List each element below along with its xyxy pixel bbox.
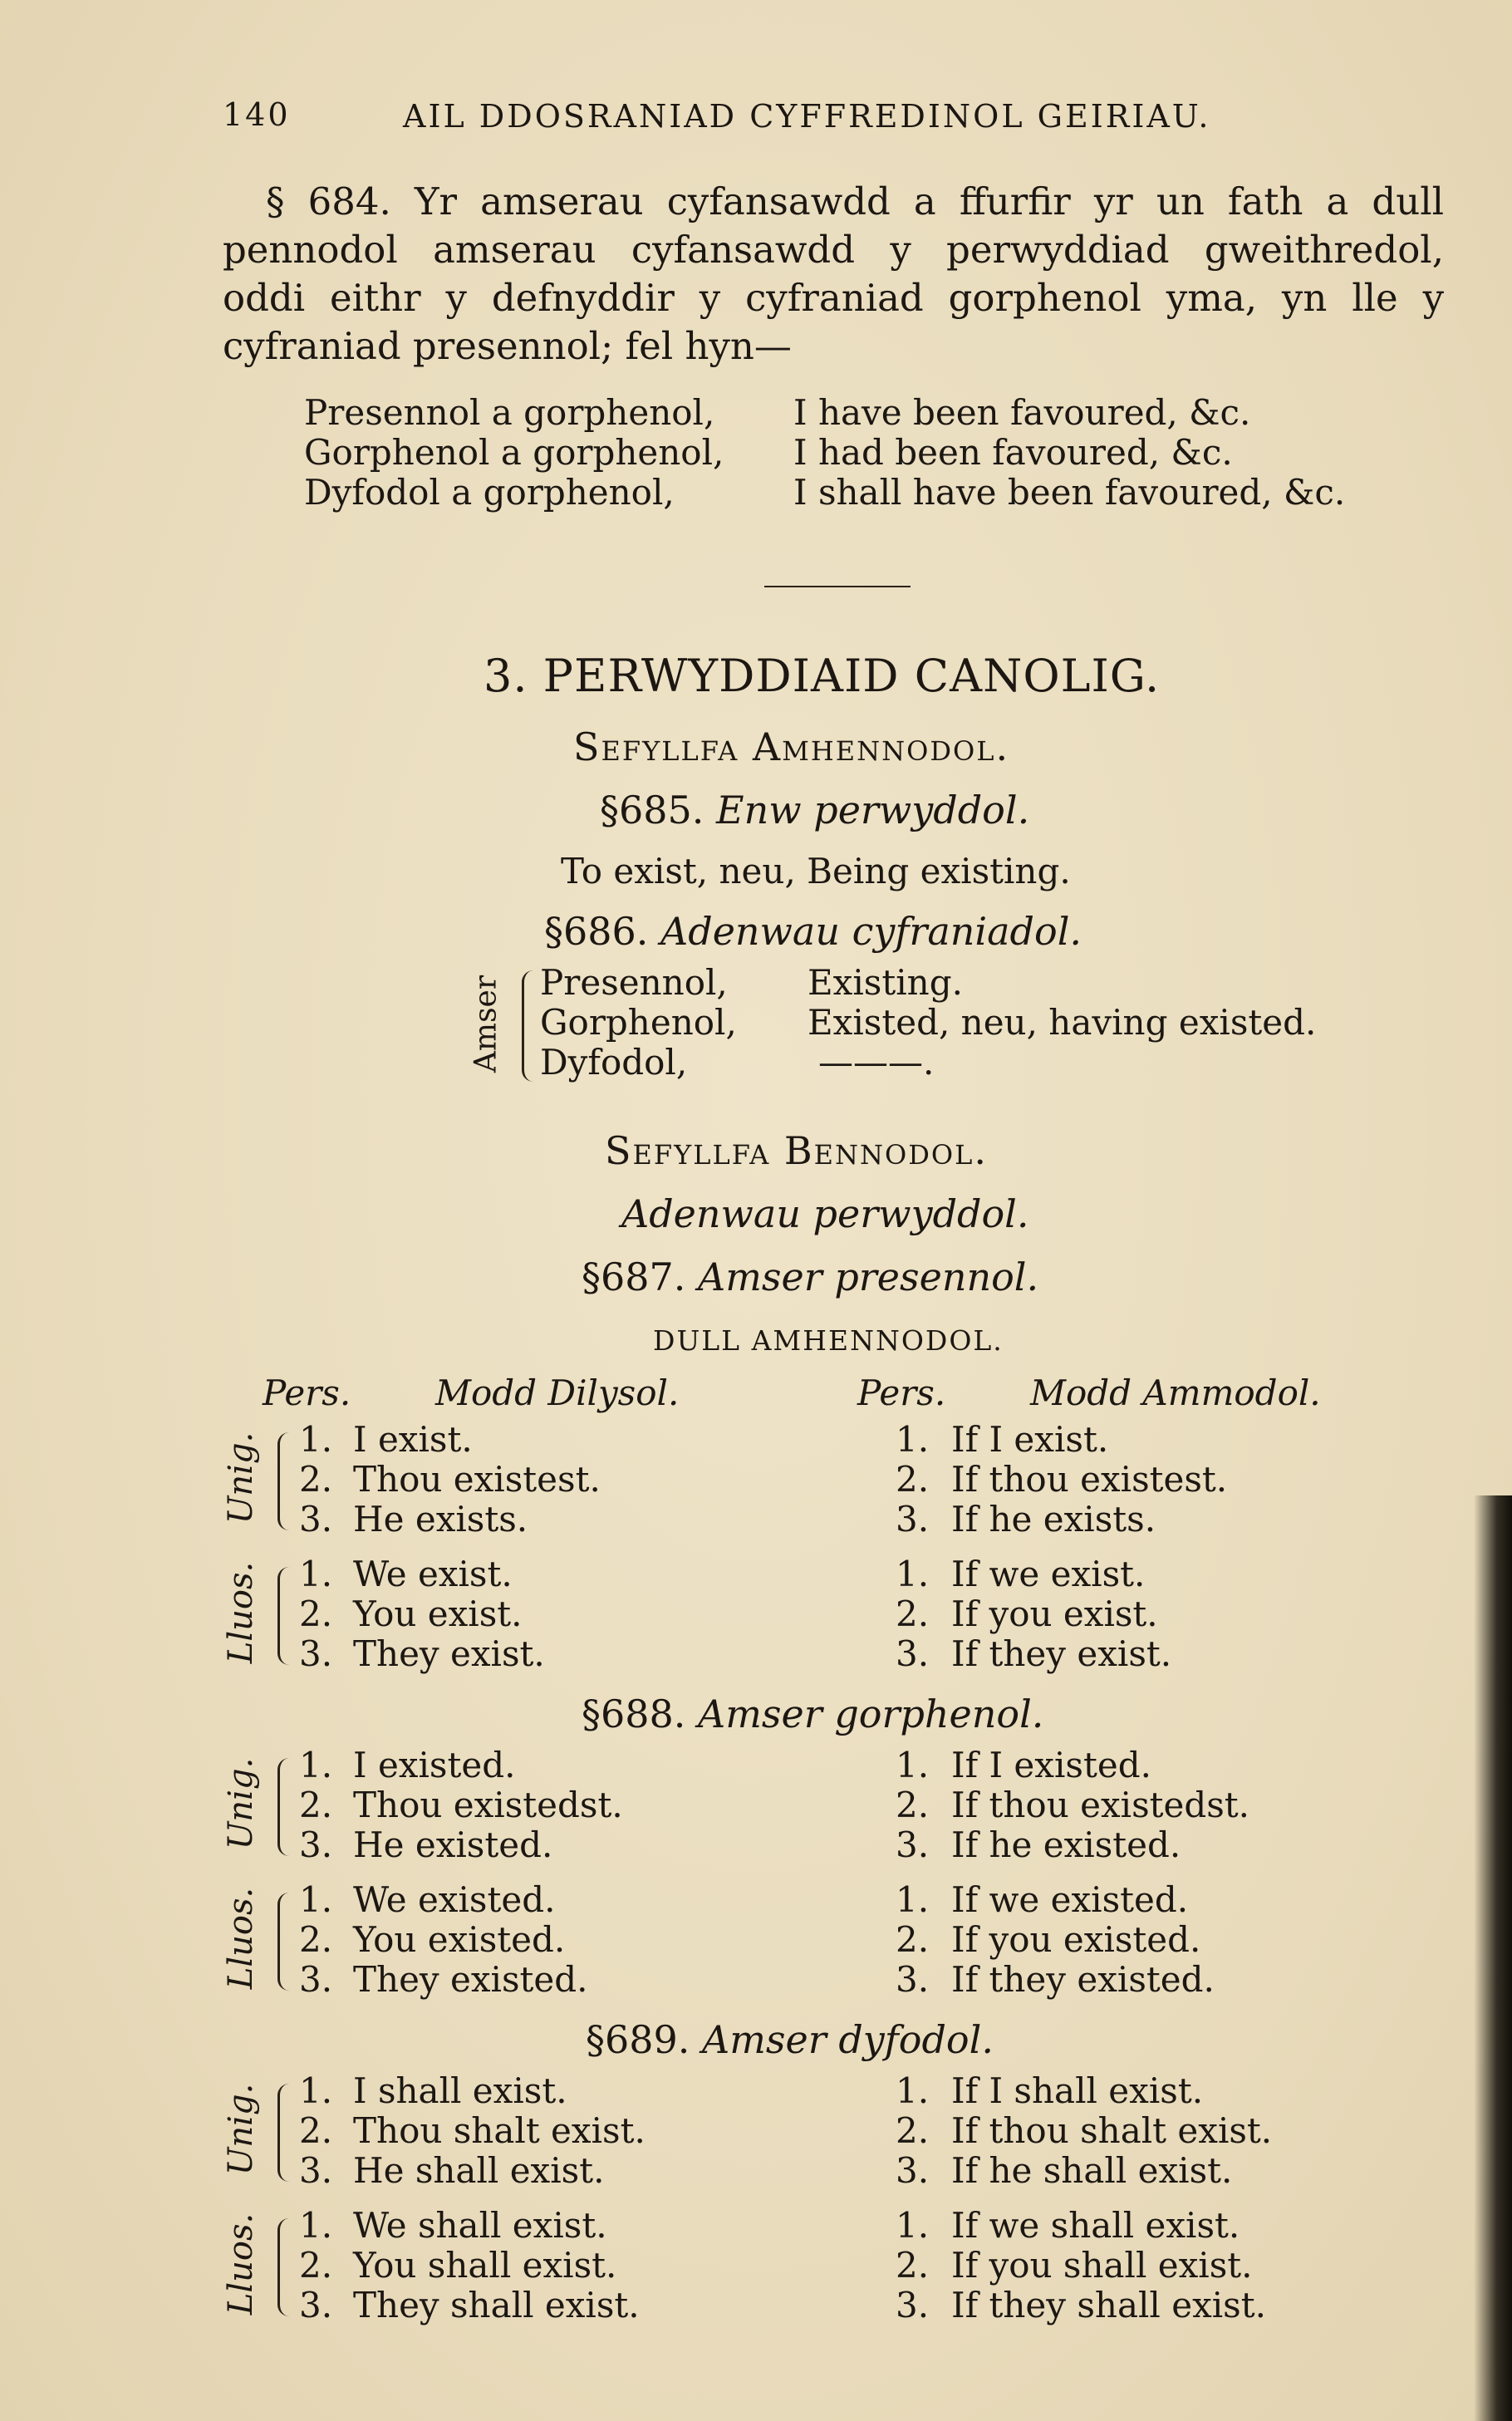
verb-number: 1. — [896, 1554, 930, 1594]
column-indicative: Modd Dilysol. — [435, 1373, 680, 1413]
brace — [277, 1432, 292, 1530]
verb-conditional: If I existed. — [951, 1745, 1151, 1785]
verb-indicative: They shall exist. — [353, 2285, 640, 2325]
verb-number: 2. — [896, 2110, 930, 2151]
verb-conditional: If thou existest. — [951, 1459, 1228, 1500]
tense-welsh: Presennol a gorphenol, — [304, 392, 715, 433]
section-divider — [764, 586, 911, 587]
verb-number: 2. — [896, 1785, 930, 1825]
verb-indicative: They exist. — [353, 1633, 545, 1674]
verb-indicative: Thou existest. — [353, 1459, 601, 1500]
verb-conditional: If we existed. — [951, 1879, 1189, 1920]
section-number: §686. — [544, 909, 649, 954]
verb-conditional: If thou shalt exist. — [951, 2110, 1273, 2151]
participle-form: ———. — [818, 1042, 935, 1083]
section-687-heading — [582, 1255, 1038, 1299]
brace — [277, 2084, 292, 2182]
verb-indicative: I shall exist. — [353, 2070, 567, 2111]
verb-conditional: If you exist. — [951, 1594, 1158, 1634]
participle-form: Existed, neu, having existed. — [808, 1002, 1317, 1043]
running-title: AIL DDOSRANIAD CYFFREDINOL GEIRIAU. — [403, 98, 1211, 135]
section-number: §685. — [600, 788, 704, 832]
verb-number: 2. — [299, 2245, 333, 2286]
verb-number: 2. — [299, 2110, 333, 2151]
section-685-heading — [600, 788, 1029, 832]
section-688-heading — [582, 1692, 1043, 1736]
brace — [277, 1758, 292, 1856]
verb-number: 1. — [299, 1419, 333, 1460]
verb-indicative: You existed. — [353, 1919, 566, 1960]
verb-conditional: If I exist. — [951, 1419, 1109, 1460]
verb-number: 2. — [299, 1919, 333, 1960]
verb-number: 3. — [299, 1824, 333, 1865]
participle-tense: Presennol, — [540, 962, 728, 1003]
verb-conditional: If he existed. — [951, 1824, 1181, 1865]
column-pers-right: Pers. — [857, 1373, 946, 1413]
tense-welsh: Dyfodol a gorphenol, — [304, 472, 675, 513]
verb-number: 1. — [299, 1879, 333, 1920]
verb-indicative: I existed. — [353, 1745, 516, 1785]
section-685-text: To exist, neu, Being existing. — [561, 851, 1071, 891]
verb-indicative: He existed. — [353, 1824, 553, 1865]
subsection-title: Sefyllfa Amhennodol. — [573, 724, 1010, 769]
verb-number: 3. — [299, 1959, 333, 2000]
verb-number: 2. — [896, 1919, 930, 1960]
brace — [522, 970, 536, 1082]
mood-label: DULL AMHENNODOL. — [653, 1324, 1004, 1357]
verb-number: 2. — [299, 1459, 333, 1500]
verb-conditional: If I shall exist. — [951, 2070, 1204, 2111]
section-title: 3. PERWYDDIAID CANOLIG. — [484, 650, 1161, 702]
verb-number: 3. — [896, 1633, 930, 1674]
lluos-label: Lluos. — [222, 1561, 260, 1664]
verb-indicative: We shall exist. — [353, 2205, 607, 2246]
verb-number: 1. — [299, 2070, 333, 2111]
verb-conditional: If he shall exist. — [951, 2150, 1233, 2191]
verb-number: 1. — [896, 1419, 930, 1460]
verb-conditional: If we exist. — [951, 1554, 1146, 1594]
paragraph-684 — [223, 178, 1444, 371]
tense-english: I have been favoured, &c. — [793, 392, 1251, 433]
paragraph-line: § 684. Yr amserau cyfansawdd a ffurfir yr un fath a dull — [266, 179, 1444, 223]
verb-indicative: Thou existedst. — [353, 1785, 623, 1825]
column-pers-left: Pers. — [263, 1373, 351, 1413]
verb-number: 1. — [299, 2205, 333, 2246]
section-number: §688. — [582, 1692, 686, 1736]
verb-indicative: Thou shalt exist. — [353, 2110, 646, 2151]
section-689-heading — [586, 2017, 994, 2062]
brace — [277, 1567, 292, 1665]
unig-label: Unig. — [222, 1757, 260, 1850]
verb-indicative: We exist. — [353, 1554, 513, 1594]
verb-number: 3. — [299, 1633, 333, 1674]
paragraph-line: cyfraniad presennol; fel hyn— — [223, 324, 792, 368]
participle-form: Existing. — [808, 962, 963, 1003]
verb-number: 3. — [896, 2285, 930, 2325]
verb-number: 1. — [896, 2070, 930, 2111]
verb-number: 1. — [896, 1745, 930, 1785]
lluos-label: Lluos. — [222, 1887, 260, 1990]
unig-label: Unig. — [222, 2083, 260, 2176]
participle-tense: Gorphenol, — [540, 1002, 737, 1043]
paragraph-line: pennodol amserau cyfansawdd y perwyddiad gweithredol, — [223, 228, 1444, 272]
verb-number: 3. — [299, 2285, 333, 2325]
verb-number: 2. — [896, 1459, 930, 1500]
page-edge-shadow — [1474, 1495, 1512, 2421]
verb-number: 2. — [299, 1594, 333, 1634]
verb-conditional: If he exists. — [951, 1499, 1156, 1540]
verb-number: 2. — [896, 1594, 930, 1634]
verb-conditional: If they existed. — [951, 1959, 1215, 2000]
amser-side-label: Amser — [469, 975, 503, 1073]
verb-number: 3. — [299, 2150, 333, 2191]
verb-conditional: If you existed. — [951, 1919, 1201, 1960]
subsection-italic: Adenwau perwyddol. — [621, 1191, 1029, 1236]
section-number: §689. — [586, 2017, 690, 2062]
verb-number: 3. — [299, 1499, 333, 1540]
lluos-label: Lluos. — [222, 2212, 260, 2315]
verb-conditional: If thou existedst. — [951, 1785, 1250, 1825]
verb-indicative: He shall exist. — [353, 2150, 605, 2191]
verb-number: 1. — [299, 1745, 333, 1785]
verb-indicative: He exists. — [353, 1499, 528, 1540]
verb-conditional: If we shall exist. — [951, 2205, 1240, 2246]
section-heading-text: Adenwau cyfraniadol. — [660, 909, 1082, 954]
verb-number: 1. — [299, 1554, 333, 1594]
verb-conditional: If they shall exist. — [951, 2285, 1266, 2325]
unig-label: Unig. — [222, 1431, 260, 1525]
verb-number: 2. — [299, 1785, 333, 1825]
verb-indicative: We existed. — [353, 1879, 556, 1920]
brace — [277, 2218, 292, 2316]
column-conditional: Modd Ammodol. — [1030, 1373, 1321, 1413]
page-number: 140 — [223, 96, 291, 133]
verb-indicative: I exist. — [353, 1419, 473, 1460]
section-heading-text: Enw perwyddol. — [716, 788, 1030, 832]
section-heading-text: Amser dyfodol. — [702, 2017, 994, 2062]
subsection-title: Sefyllfa Bennodol. — [605, 1128, 989, 1173]
verb-number: 3. — [896, 1499, 930, 1540]
verb-number: 3. — [896, 1824, 930, 1865]
tense-english: I shall have been favoured, &c. — [793, 472, 1346, 513]
verb-indicative: You shall exist. — [353, 2245, 617, 2286]
section-686-heading — [544, 909, 1082, 954]
verb-number: 1. — [896, 1879, 930, 1920]
verb-number: 3. — [896, 2150, 930, 2191]
tense-english: I had been favoured, &c. — [793, 432, 1233, 473]
section-number: §687. — [582, 1255, 686, 1299]
verb-indicative: You exist. — [353, 1594, 523, 1634]
verb-conditional: If you shall exist. — [951, 2245, 1253, 2286]
tense-welsh: Gorphenol a gorphenol, — [304, 432, 724, 473]
verb-number: 2. — [896, 2245, 930, 2286]
paragraph-line: oddi eithr y defnyddir y cyfraniad gorphenol yma, yn lle y — [223, 276, 1444, 320]
verb-number: 3. — [896, 1959, 930, 2000]
brace — [277, 1893, 292, 1991]
verb-indicative: They existed. — [353, 1959, 588, 2000]
section-heading-text: Amser presennol. — [698, 1255, 1039, 1299]
participle-tense: Dyfodol, — [540, 1042, 688, 1083]
verb-number: 1. — [896, 2205, 930, 2246]
section-heading-text: Amser gorphenol. — [698, 1692, 1044, 1736]
verb-conditional: If they exist. — [951, 1633, 1172, 1674]
